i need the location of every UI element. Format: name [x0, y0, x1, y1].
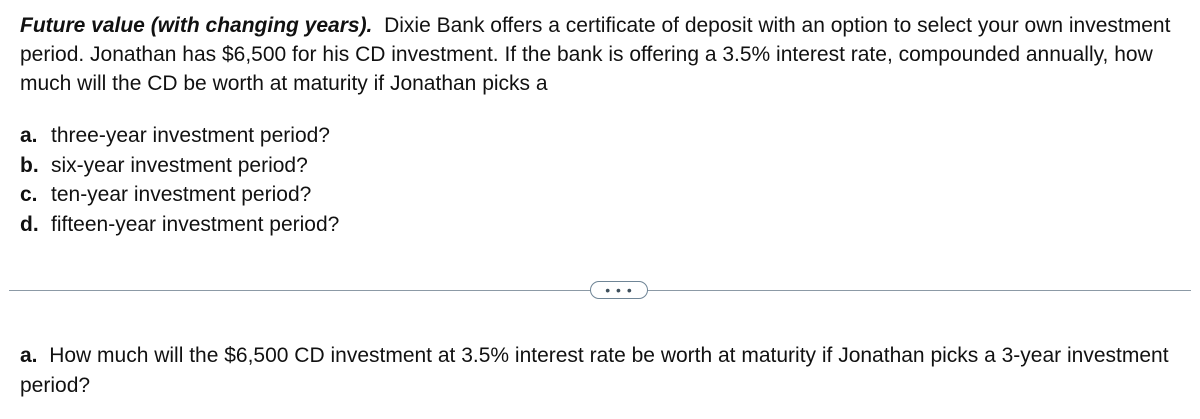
- part-letter: c.: [20, 183, 38, 206]
- problem-statement: [20, 11, 1190, 98]
- problem-title: Future value (with changing years).: [20, 14, 373, 37]
- parts-list: [20, 121, 339, 239]
- part-text: fifteen-year investment period?: [51, 212, 340, 236]
- more-dots-button[interactable]: [590, 281, 648, 299]
- part-text: ten-year investment period?: [51, 183, 312, 206]
- part-c: [20, 180, 339, 210]
- more-dots-icon: • • •: [605, 282, 633, 298]
- part-letter: d.: [20, 212, 39, 236]
- part-b: [20, 151, 339, 181]
- problem-body: Dixie Bank offers a certificate of deposit with an option to select your own investment period. Jonathan has $6,500 for his CD investment. If the bank is offering a 3.5% interest rate, compounded annually, how much will the CD be worth at maturity if Jonathan picks a: [20, 14, 1171, 95]
- part-d: [20, 210, 339, 240]
- part-letter: b.: [20, 153, 39, 177]
- question-letter: a.: [20, 344, 38, 367]
- part-a: [20, 121, 339, 151]
- question-text: How much will the $6,500 CD investment at 3.5% interest rate be worth at maturity if Jonathan picks a 3-year investment period?: [20, 344, 1169, 397]
- current-question: [20, 341, 1190, 400]
- part-text: six-year investment period?: [51, 153, 308, 177]
- part-text: three-year investment period?: [51, 124, 330, 147]
- part-letter: a.: [20, 124, 38, 147]
